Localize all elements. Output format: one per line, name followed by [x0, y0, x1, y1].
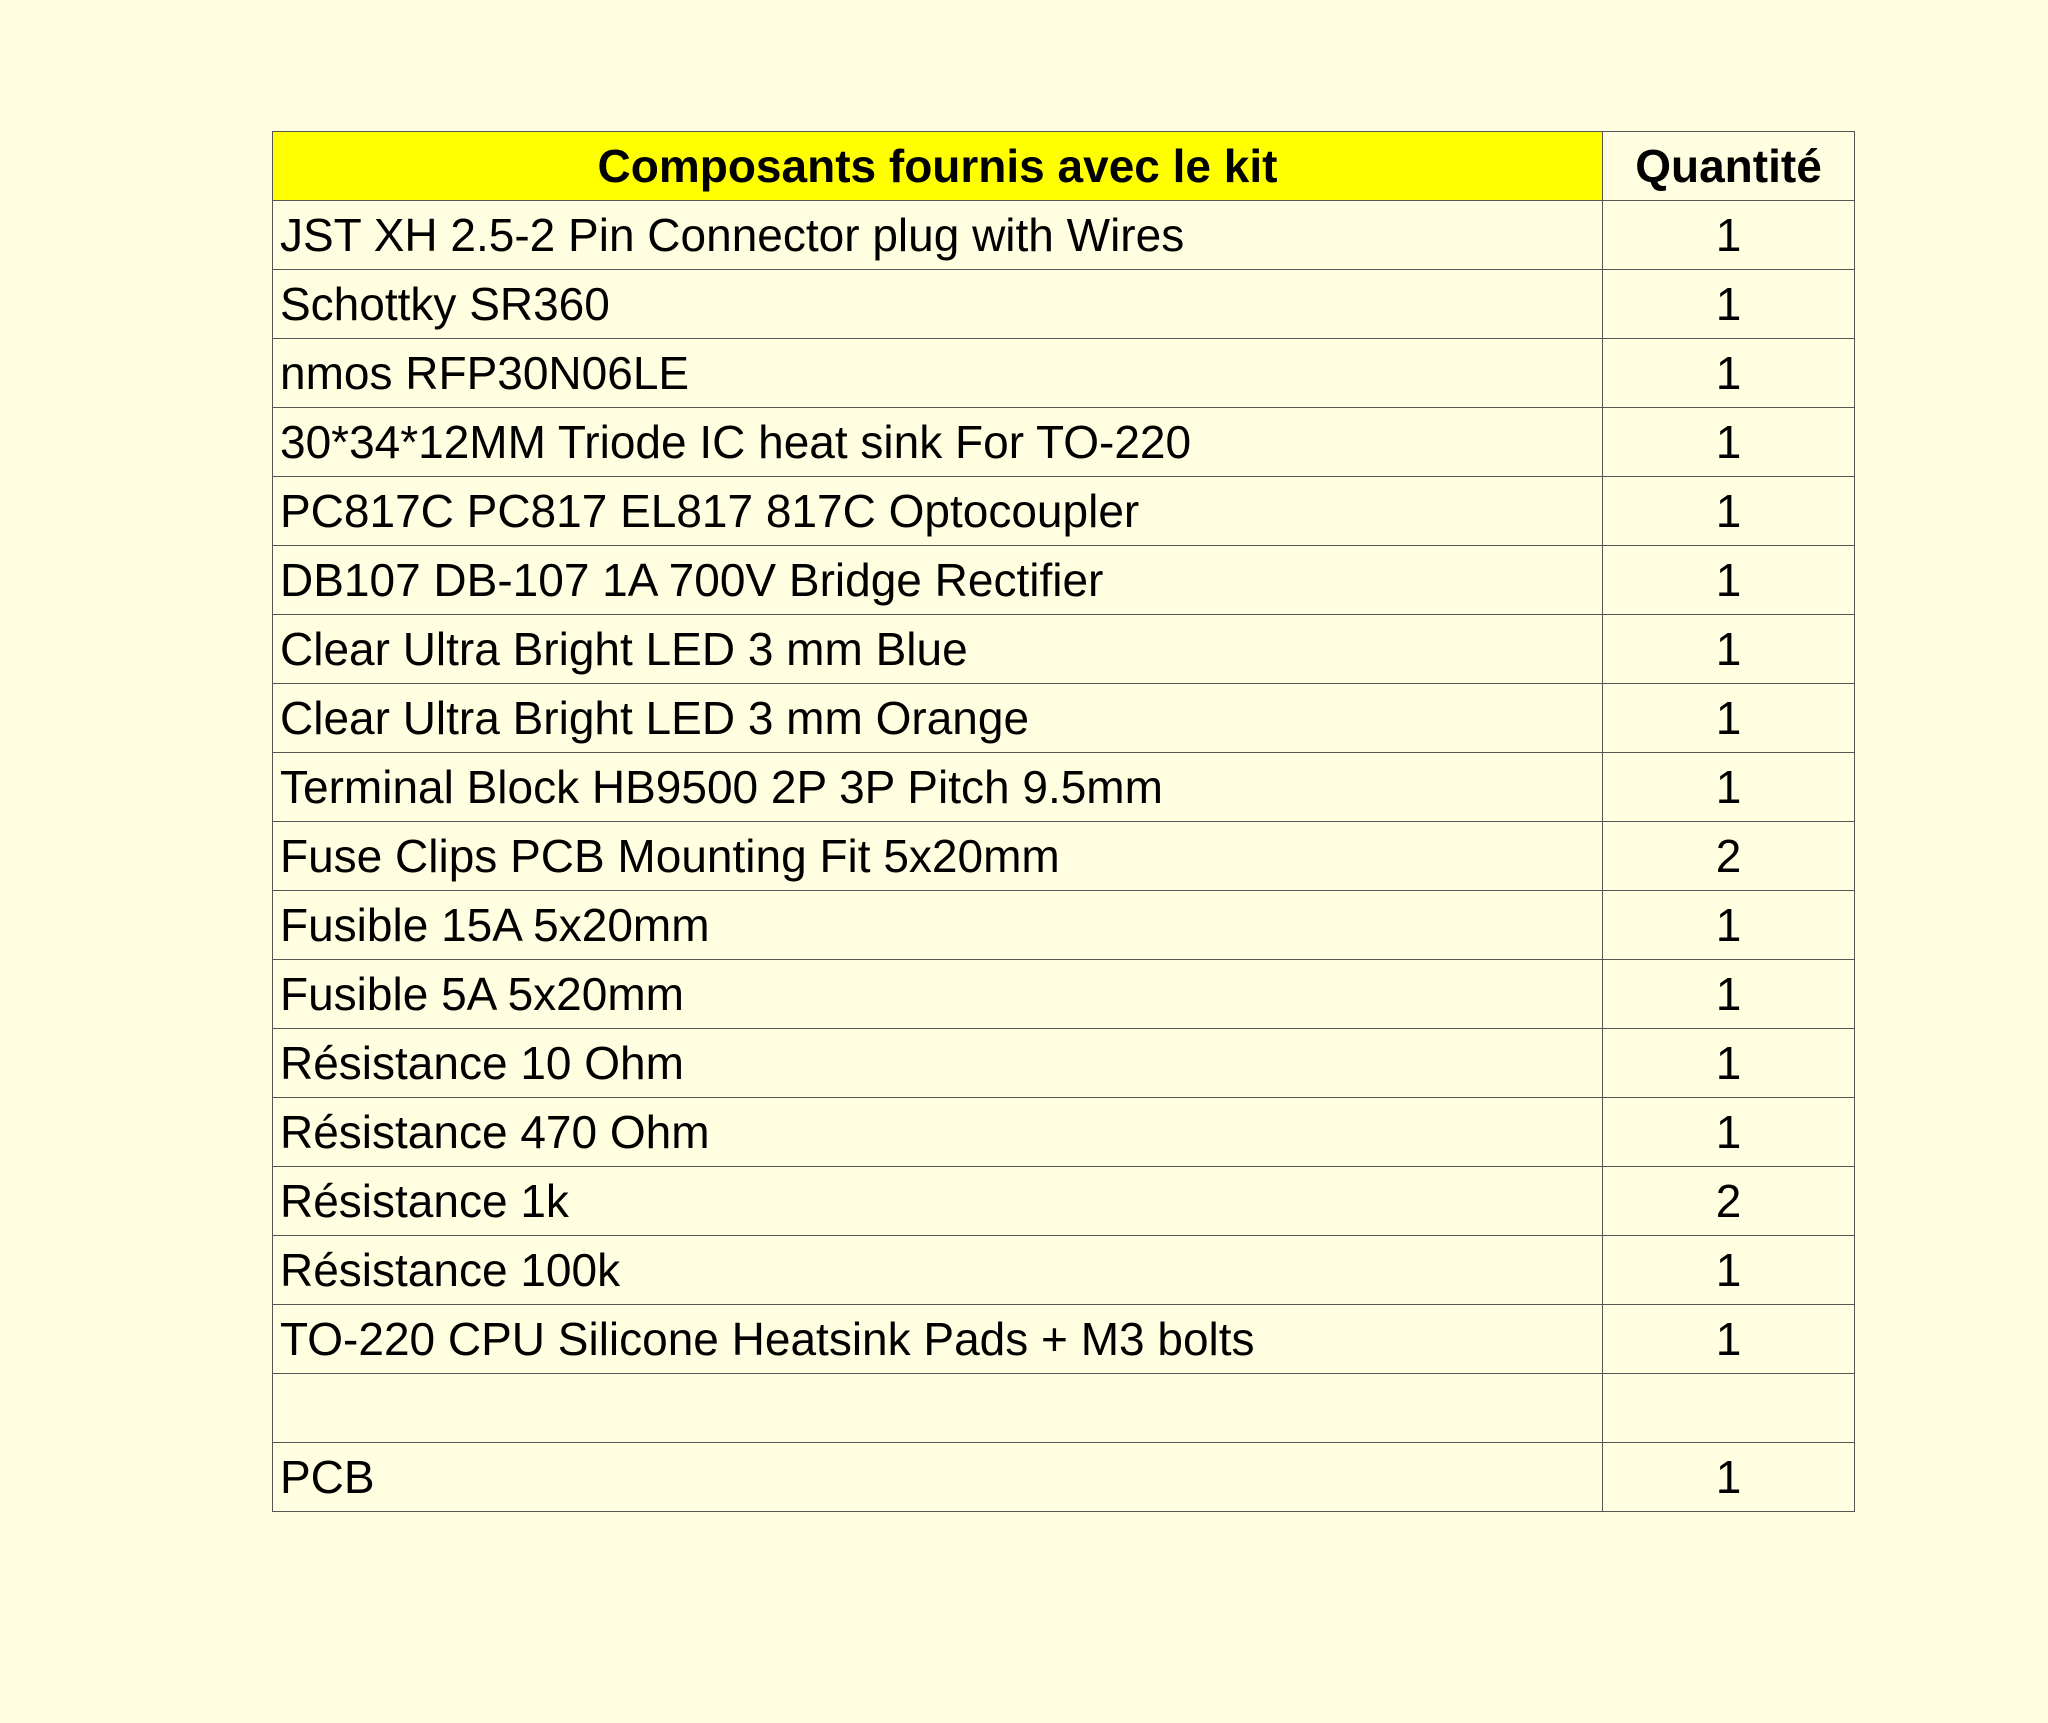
component-quantity: 1: [1603, 891, 1855, 960]
component-quantity: 1: [1603, 753, 1855, 822]
component-quantity: 1: [1603, 1443, 1855, 1512]
table-row: [273, 1236, 1855, 1305]
table-row: [273, 1029, 1855, 1098]
table-row: [273, 891, 1855, 960]
component-name: Résistance 1k: [273, 1167, 1603, 1236]
component-quantity: 2: [1603, 822, 1855, 891]
table-row: [273, 615, 1855, 684]
component-quantity: 1: [1603, 1098, 1855, 1167]
table-row: [273, 684, 1855, 753]
component-quantity: 1: [1603, 477, 1855, 546]
component-quantity: 1: [1603, 960, 1855, 1029]
component-quantity: 1: [1603, 201, 1855, 270]
component-quantity: 1: [1603, 339, 1855, 408]
table-row: [273, 477, 1855, 546]
component-name: Résistance 100k: [273, 1236, 1603, 1305]
table-row: [273, 270, 1855, 339]
table-row: [273, 1098, 1855, 1167]
table-row: [273, 822, 1855, 891]
component-quantity: 1: [1603, 408, 1855, 477]
component-name: Fusible 5A 5x20mm: [273, 960, 1603, 1029]
component-name: Terminal Block HB9500 2P 3P Pitch 9.5mm: [273, 753, 1603, 822]
component-quantity: 1: [1603, 1236, 1855, 1305]
component-name: Résistance 10 Ohm: [273, 1029, 1603, 1098]
table-header-row: [273, 132, 1855, 201]
component-quantity: 1: [1603, 684, 1855, 753]
component-name: nmos RFP30N06LE: [273, 339, 1603, 408]
component-quantity: 2: [1603, 1167, 1855, 1236]
component-name: JST XH 2.5-2 Pin Connector plug with Wires: [273, 201, 1603, 270]
component-quantity: 1: [1603, 546, 1855, 615]
table-row: [273, 339, 1855, 408]
component-name: TO-220 CPU Silicone Heatsink Pads + M3 bolts: [273, 1305, 1603, 1374]
table-row: [273, 1167, 1855, 1236]
component-quantity: 1: [1603, 1305, 1855, 1374]
component-name: DB107 DB-107 1A 700V Bridge Rectifier: [273, 546, 1603, 615]
component-name: Schottky SR360: [273, 270, 1603, 339]
component-name: Clear Ultra Bright LED 3 mm Orange: [273, 684, 1603, 753]
component-name: Fusible 15A 5x20mm: [273, 891, 1603, 960]
table-row-empty: [273, 1374, 1855, 1443]
component-quantity: 1: [1603, 1029, 1855, 1098]
table-row: [273, 753, 1855, 822]
component-name: Résistance 470 Ohm: [273, 1098, 1603, 1167]
table-row: [273, 546, 1855, 615]
header-components: Composants fournis avec le kit: [273, 132, 1603, 201]
header-quantity: Quantité: [1603, 132, 1855, 201]
component-name: [273, 1374, 1603, 1443]
component-name: Clear Ultra Bright LED 3 mm Blue: [273, 615, 1603, 684]
table-row: [273, 408, 1855, 477]
component-name: PC817C PC817 EL817 817C Optocoupler: [273, 477, 1603, 546]
component-quantity: 1: [1603, 615, 1855, 684]
table-row: [273, 960, 1855, 1029]
component-name: Fuse Clips PCB Mounting Fit 5x20mm: [273, 822, 1603, 891]
component-name: 30*34*12MM Triode IC heat sink For TO-220: [273, 408, 1603, 477]
table-row: [273, 1305, 1855, 1374]
component-quantity: 1: [1603, 270, 1855, 339]
table-row: [273, 201, 1855, 270]
component-quantity: [1603, 1374, 1855, 1443]
components-table: [272, 131, 1855, 1512]
component-name: PCB: [273, 1443, 1603, 1512]
table-row: [273, 1443, 1855, 1512]
